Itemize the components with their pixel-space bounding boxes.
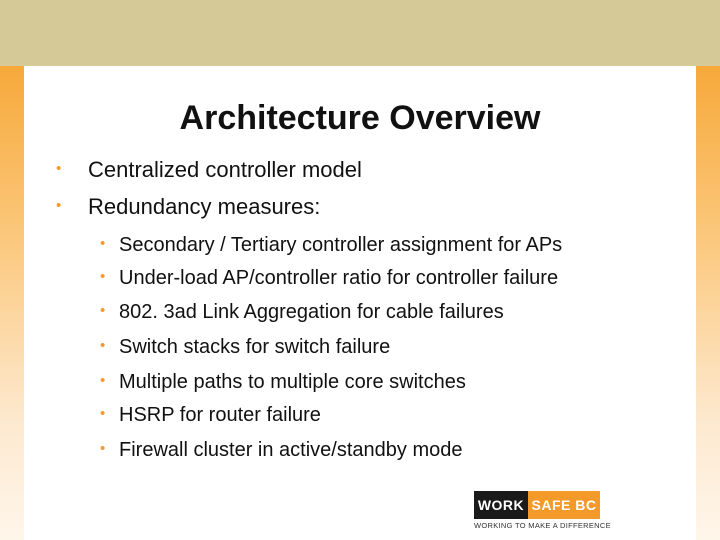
logo-part-work: WORK (474, 491, 528, 519)
bullet-icon: • (100, 336, 106, 354)
bullet-text: Switch stacks for switch failure (119, 336, 391, 358)
logo-part-safebc: SAFE BC (528, 491, 600, 519)
bullet-text: HSRP for router failure (119, 404, 321, 426)
bullet-text: 802. 3ad Link Aggregation for cable failures (119, 301, 504, 323)
logo-tagline: WORKING TO MAKE A DIFFERENCE (474, 521, 611, 530)
bullet-text: Centralized controller model (88, 157, 362, 182)
bullet-icon: • (56, 197, 62, 215)
bullet-item-level2 (100, 232, 562, 258)
bullet-text: Multiple paths to multiple core switches (119, 371, 466, 393)
bullet-icon: • (100, 234, 106, 252)
bullet-text: Redundancy measures: (88, 194, 321, 219)
bullet-item-level2 (100, 402, 321, 428)
bullet-item-level2 (100, 299, 504, 325)
bullet-item-level2 (100, 265, 558, 291)
bullet-icon: • (100, 371, 106, 389)
bullet-item-level2 (100, 334, 390, 360)
bullet-text: Firewall cluster in active/standby mode (119, 439, 463, 461)
bullet-item-level1 (56, 156, 362, 184)
bullet-text: Secondary / Tertiary controller assignment for APs (119, 234, 563, 256)
bullet-item-level2 (100, 437, 462, 463)
logo-wordmark (474, 491, 600, 519)
bullet-icon: • (100, 404, 106, 422)
bullet-icon: • (100, 301, 106, 319)
bullet-icon: • (100, 439, 106, 457)
bullet-icon: • (56, 160, 62, 178)
header-band (0, 0, 720, 66)
bullet-item-level1 (56, 193, 320, 221)
bullet-item-level2 (100, 369, 466, 395)
worksafebc-logo (474, 491, 611, 531)
bullet-text: Under-load AP/controller ratio for controller failure (119, 267, 559, 289)
bullet-icon: • (100, 267, 106, 285)
slide-title: Architecture Overview (179, 99, 541, 137)
